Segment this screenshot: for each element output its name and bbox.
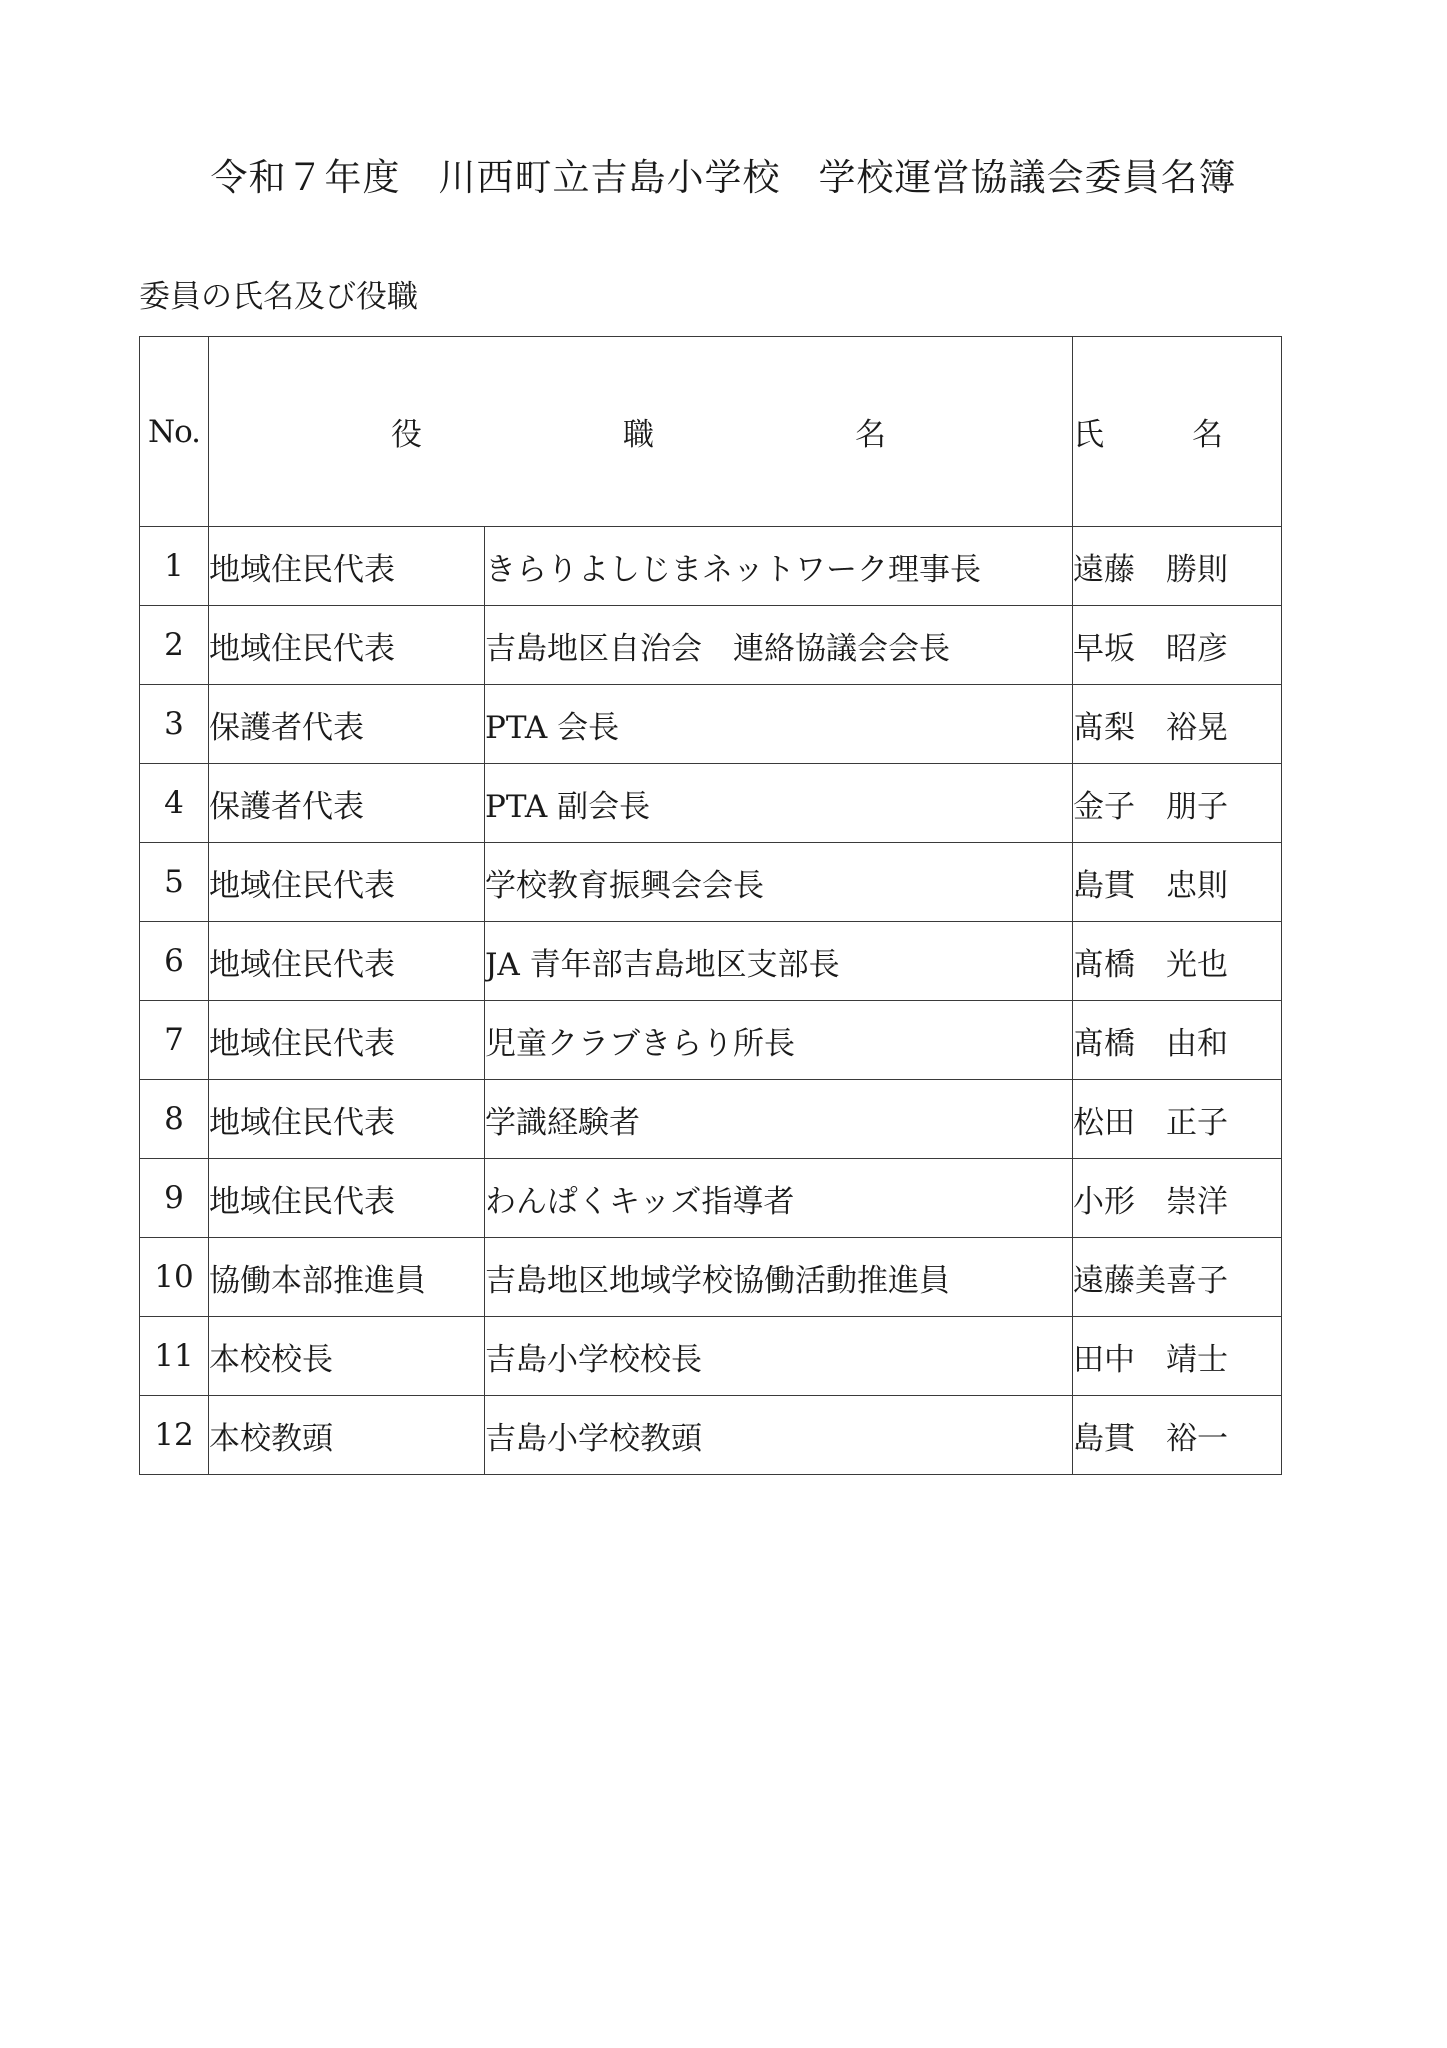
cell-role: 協働本部推進員 bbox=[209, 1238, 485, 1317]
committee-roster-table bbox=[139, 336, 1282, 1475]
table-row bbox=[140, 685, 1282, 764]
header-title-char-3: 名 bbox=[855, 417, 886, 453]
cell-position-title: 学識経験者 bbox=[485, 1080, 1073, 1159]
cell-member-name: 島貫 裕一 bbox=[1073, 1396, 1282, 1475]
cell-member-name: 髙橋 由和 bbox=[1073, 1001, 1282, 1080]
cell-member-name: 早坂 昭彦 bbox=[1073, 606, 1282, 685]
cell-no: 7 bbox=[140, 1001, 209, 1080]
cell-role: 地域住民代表 bbox=[209, 1159, 485, 1238]
cell-member-name: 小形 崇洋 bbox=[1073, 1159, 1282, 1238]
cell-no: 1 bbox=[140, 527, 209, 606]
cell-member-name: 遠藤美喜子 bbox=[1073, 1238, 1282, 1317]
cell-no: 11 bbox=[140, 1317, 209, 1396]
table-row bbox=[140, 1080, 1282, 1159]
cell-position-title: PTA 会長 bbox=[485, 685, 1073, 764]
cell-role: 地域住民代表 bbox=[209, 606, 485, 685]
table-row bbox=[140, 1001, 1282, 1080]
cell-no: 10 bbox=[140, 1238, 209, 1317]
table-row bbox=[140, 527, 1282, 606]
cell-position-title: 学校教育振興会会長 bbox=[485, 843, 1073, 922]
cell-role: 地域住民代表 bbox=[209, 843, 485, 922]
table-row bbox=[140, 1396, 1282, 1475]
table-header-row bbox=[140, 337, 1282, 527]
cell-position-title: きらりよしじまネットワーク理事長 bbox=[485, 527, 1073, 606]
document-title: 令和７年度 川西町立吉島小学校 学校運営協議会委員名簿 bbox=[210, 156, 1237, 199]
cell-position-title: 吉島地区自治会 連絡協議会会長 bbox=[485, 606, 1073, 685]
header-name bbox=[1073, 337, 1282, 527]
cell-no: 8 bbox=[140, 1080, 209, 1159]
header-name-char-2: 名 bbox=[1192, 417, 1223, 453]
table-row bbox=[140, 1238, 1282, 1317]
table-row bbox=[140, 843, 1282, 922]
cell-role: 地域住民代表 bbox=[209, 922, 485, 1001]
cell-role: 本校校長 bbox=[209, 1317, 485, 1396]
cell-member-name: 松田 正子 bbox=[1073, 1080, 1282, 1159]
section-heading: 委員の氏名及び役職 bbox=[139, 279, 418, 315]
cell-position-title: 吉島小学校校長 bbox=[485, 1317, 1073, 1396]
cell-position-title: わんぱくキッズ指導者 bbox=[485, 1159, 1073, 1238]
cell-no: 9 bbox=[140, 1159, 209, 1238]
cell-position-title: JA 青年部吉島地区支部長 bbox=[485, 922, 1073, 1001]
cell-position-title: PTA 副会長 bbox=[485, 764, 1073, 843]
cell-role: 地域住民代表 bbox=[209, 527, 485, 606]
cell-no: 5 bbox=[140, 843, 209, 922]
cell-no: 3 bbox=[140, 685, 209, 764]
table-row bbox=[140, 606, 1282, 685]
header-no: No. bbox=[140, 337, 209, 527]
table-row bbox=[140, 764, 1282, 843]
table-body bbox=[140, 527, 1282, 1475]
table-row bbox=[140, 1317, 1282, 1396]
cell-role: 地域住民代表 bbox=[209, 1001, 485, 1080]
header-name-char-1: 氏 bbox=[1073, 417, 1104, 453]
cell-position-title: 児童クラブきらり所長 bbox=[485, 1001, 1073, 1080]
cell-no: 12 bbox=[140, 1396, 209, 1475]
cell-member-name: 髙橋 光也 bbox=[1073, 922, 1282, 1001]
cell-position-title: 吉島地区地域学校協働活動推進員 bbox=[485, 1238, 1073, 1317]
cell-member-name: 髙梨 裕晃 bbox=[1073, 685, 1282, 764]
cell-member-name: 遠藤 勝則 bbox=[1073, 527, 1282, 606]
cell-member-name: 田中 靖士 bbox=[1073, 1317, 1282, 1396]
table-row bbox=[140, 1159, 1282, 1238]
cell-no: 2 bbox=[140, 606, 209, 685]
cell-position-title: 吉島小学校教頭 bbox=[485, 1396, 1073, 1475]
cell-role: 本校教頭 bbox=[209, 1396, 485, 1475]
header-position-title bbox=[209, 337, 1073, 527]
header-title-char-1: 役 bbox=[391, 417, 422, 453]
header-title-char-2: 職 bbox=[623, 417, 654, 453]
cell-no: 6 bbox=[140, 922, 209, 1001]
table-row bbox=[140, 922, 1282, 1001]
cell-role: 地域住民代表 bbox=[209, 1080, 485, 1159]
cell-role: 保護者代表 bbox=[209, 764, 485, 843]
cell-member-name: 島貫 忠則 bbox=[1073, 843, 1282, 922]
cell-member-name: 金子 朋子 bbox=[1073, 764, 1282, 843]
cell-no: 4 bbox=[140, 764, 209, 843]
cell-role: 保護者代表 bbox=[209, 685, 485, 764]
